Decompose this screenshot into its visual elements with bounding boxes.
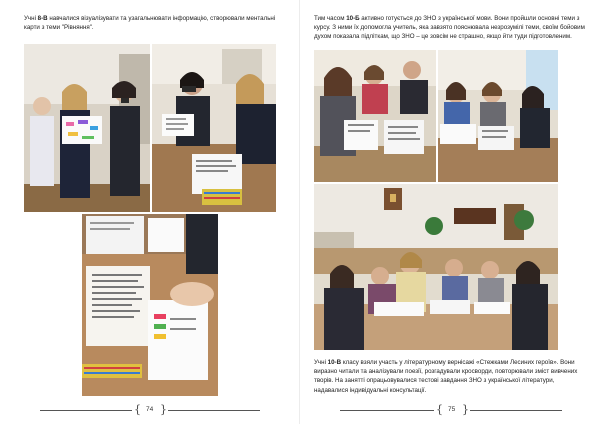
left-paragraph-pre: Учні [24,15,38,22]
right-bottom-post: класу взяли участь у літературному вернісажі «Стежками Лесиних героїв». Вони виразно читали та аналізували поезії, розгадували кросворди, повторювали зміст вивчених творів. На занятті опрацьовувалися тестові завдання ЗНО з української літератури, надавалися індивідуальні консультації. [314,359,578,394]
right-footer-rule-right [470,410,562,411]
left-footer-brace-close: } [160,403,167,416]
page-number-left: 74 [146,406,154,413]
photo-girls-studying [438,50,558,182]
right-paragraph-bottom [314,358,586,395]
page-number-right: 75 [448,406,456,413]
left-footer-rule-right [168,410,260,411]
left-paragraph [24,14,280,32]
right-bottom-pre: Учні [314,359,328,366]
photo-students-books [314,50,436,182]
right-top-post: активно готується до ЗНО з української мови. Вони пройшли основні теми з курсу. З ними їх допомогла учитель, яка завзято пояснювала незрозумілі теми, своїм бойовим духом показала підліткам, що ЗНО – це зовсім не страшно, якщо йти туди підготовленим. [314,15,585,41]
photo-students-desk [152,44,276,212]
right-page [300,0,600,424]
left-paragraph-class: 8-В [37,15,48,22]
right-top-pre: Тим часом [314,15,347,22]
photo-students-mindmap [24,44,150,212]
right-footer-brace-close: } [462,403,469,416]
right-top-class: 10-Б [346,15,360,22]
photo-group-teacher [314,184,558,350]
left-paragraph-post: навчалися візуалізувати та узагальнювати інформацію, створювали ментальні карти з теми "Рівняння". [24,15,276,32]
photo-notebooks-closeup [82,214,218,396]
left-footer-rule-left [40,410,132,411]
right-paragraph-top [314,14,586,42]
right-footer-brace-open: { [436,403,443,416]
left-footer-brace-open: { [134,403,141,416]
right-bottom-class: 10-В [327,359,342,366]
right-footer-rule-left [340,410,434,411]
